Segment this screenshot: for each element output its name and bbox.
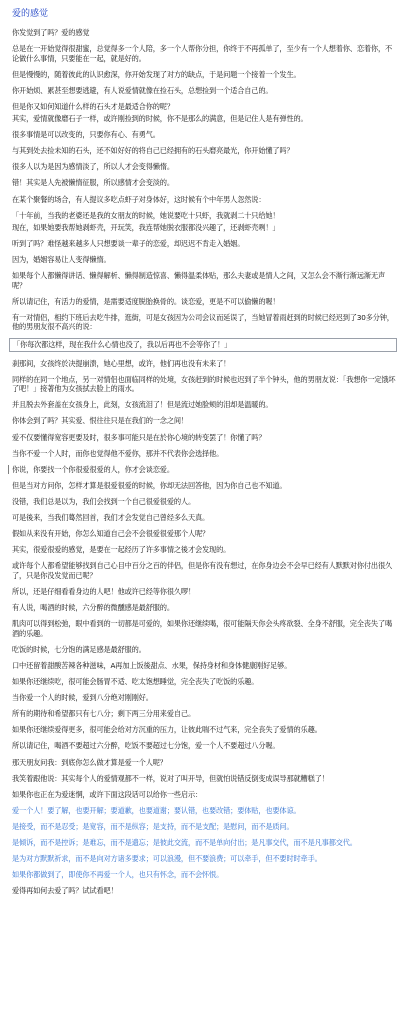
paragraph: 有人说，喝酒的时候，六分醉的微醺感是最舒服的。 <box>12 603 174 613</box>
paragraph: 或许每个人都希望能够找到自己心目中百分之百的伴侣，但是你有没有想过，在你身边会不会早已经有人默默对你付出很久了，只是你没发觉而已呢？ <box>12 561 393 580</box>
page-title: 爱的感觉 <box>12 9 49 19</box>
paragraph: 在某个聚餐的场合，有人提议多吃点虾子对身体好，这时候有个中年男人忽然说： <box>12 194 266 204</box>
paragraph: 所以，还是仔细看看身边的人吧！他或许已经等你很久啰！ <box>12 586 195 596</box>
paragraph: 爱不仅要懂得宽容更要及时，很多事可能只是在於你心境的转变罢了！你懂了吗？ <box>12 432 266 442</box>
paragraph: 那天朋友问我：到底你怎么做才算是爱一个人呢？ <box>12 757 167 767</box>
paragraph: 当你不爱一个人时，而你也觉得他不爱你，那并不代表你会选择他。 <box>12 448 224 458</box>
paragraph: 可是後来，当我们蓦然回首，我们才会发觉自己曾经多么天真。 <box>12 513 210 522</box>
paragraph: 与其到处去捡未知的石头，还不如好好的将自己已经拥有的石头磨亮最光，你开始懂了吗？ <box>12 146 294 156</box>
paragraph: 但是你又如何知道什么样的石头才是最适合你的呢？ <box>12 101 174 111</box>
paragraph: 刹那间，女孩终於决提崩溃，她心里想，或许，他们再也没有未来了！ <box>12 358 231 368</box>
paragraph: 总是在一开始觉得很甜蜜，总觉得多一个人陪，多一个人帮你分担，你终于不再孤单了，至少有一个人想着你、恋着你，不论做什么事情，只要能在一起，就是好的。 <box>12 44 393 63</box>
paragraph: 很多事情是可以改变的，只要你有心、有勇气。 <box>12 130 160 140</box>
paragraph: 所以请记住，有活力的爱情，是需要适度脱胎换骨的。谈恋爱，更是不可以偷懒的喔！ <box>12 296 280 306</box>
paragraph: 并且脱去外套盖在女孩身上，此刻，女孩流泪了！但是流过她脸颊的泪却是温暖的。 <box>12 400 273 410</box>
highlight-paragraph: 是接受，而不是忍受；是宽容，而不是纵容；是支持，而不是支配；是慰问，而不是质问。 <box>12 821 294 831</box>
highlight-paragraph: 是倾诉，而不是控诉；是难忘，而不是遗忘；是彼此交流，而不是单向付出；是凡事交代，而不是凡事都交代。 <box>12 837 357 847</box>
closing-paragraph: 爱得再如何去爱了吗？试试看吧！ <box>12 886 118 896</box>
quote-paragraph: 现在，如果她要我帮她剥虾壳，开玩笑，我连帮她脱衣服都没兴趣了，还剥虾壳咧！」 <box>12 222 280 232</box>
paragraph: 但是慢慢的，随着彼此的认识愈深，你开始发现了对方的缺点，于是问题一个接着一个发生。 <box>12 69 301 79</box>
paragraph: 其实，很爱很爱的感觉，是要在一起经历了许多事情之後才会发现的。 <box>12 545 231 555</box>
paragraph: 如果你还继续吃，很可能会肠胃不适、吃太饱想睡觉，完全丧失了吃饭的乐趣。 <box>12 677 259 687</box>
paragraph: 错！其实是人先被懒惰征服，所以感情才会变淡的。 <box>12 178 174 188</box>
paragraph: 但是当对方问你，怎样才算是很爱很爱的时候，你却无法回答他，因为你自己也不知道。 <box>12 480 287 490</box>
paragraph: 你发觉到了吗？爱的感觉 <box>12 28 90 37</box>
quote-paragraph: 「你每次都这样，现在我什么心情也没了，我以后再也不会等你了！」 <box>9 338 397 352</box>
highlight-paragraph: 是为对方默默祈求，而不是向对方诸多要求；可以浪漫，但不要浪费；可以牵手，但不要时时牵手。 <box>12 854 322 864</box>
paragraph: 同样的在同一个地点，另一对情侣也面临同样的处境，女孩赶到的时候也迟到了半个钟头，他的男朋友说：「我想你一定饿坏了吧！」接著他为女孩拭去脸上的雨水。 <box>12 374 396 394</box>
quote-paragraph: 「十年前，当我的老婆还是我的女朋友的时候，她说要吃十只虾，我就剥二十只给她！ <box>12 210 280 220</box>
highlight-paragraph: 如果你都做到了，即使你不再爱一个人，也只有怀念，而不会怀恨。 <box>12 870 224 880</box>
paragraph: 很多人以为是因为感情淡了，所以人才会变得懒惰。 <box>12 162 174 172</box>
paragraph: 当你爱一个人的时候，爱到八分绝对刚刚好。 <box>12 693 153 703</box>
paragraph: 如果你还继续爱得更多，很可能会给对方沉重的压力，让彼此喘不过气来，完全丧失了爱情的乐趣。 <box>12 725 322 735</box>
paragraph: 如果你也正在为爱迷惘，或许下面这段话可以给你一些启示： <box>12 789 203 799</box>
paragraph: 有一对情侣，相约下班后去吃牛排，逛街，可是女孩因为公司会议而延误了，当她冒着雨赶到的时候已经迟到了30多分钟，他的男朋友很不高兴的说： <box>12 312 394 332</box>
paragraph: 你说，你要找一个你很爱很爱的人，你才会谈恋爱。 <box>8 465 397 475</box>
paragraph: 假如从来没有开始，你怎么知道自己会不会很爱很爱那个人呢？ <box>12 529 210 539</box>
paragraph: 听到了吗？难怪越来越多人只想要谈一辈子的恋爱，却迟迟不肯走入婚姻。 <box>12 238 245 248</box>
paragraph: 口中还留着甜酸苦辣各种滋味，A再加上饭後甜点、水果，保持身材和身体健康刚好足够。 <box>12 660 292 670</box>
paragraph: 所以请记住，喝酒不要超过六分醉，吃饭不要超过七分饱，爱一个人不要超过八分喔。 <box>12 741 280 751</box>
paragraph: 没错，我们总是以为，我们会找到一个自己很爱很爱的人。 <box>12 496 195 506</box>
paragraph: 所有的期待和希望都只有七八分；剩下两三分用来爱自己。 <box>12 709 195 719</box>
paragraph: 吃饭的时候，七分饱的满足感是最舒服的。 <box>12 644 146 654</box>
paragraph: 肌肉可以得到松弛，眼中看到的一切都是可爱的，如果你还继续喝，很可能隔天你会头疼欲裂、全身不舒服，完全丧失了喝酒的乐趣。 <box>12 619 393 638</box>
paragraph: 你体会到了吗？其实爱、恨往往只是在我们的一念之间！ <box>12 416 188 426</box>
paragraph: 如果每个人都懒得讲话、懒得解析、懒得制造惊喜、懒得温柔体贴，那么夫妻或是情人之间，又怎么会不渐行渐远渐无声呢？ <box>12 271 385 290</box>
highlight-paragraph: 爱一个人！要了解，也要开解；要道歉，也要道谢；要认错，也要改错；要体贴，也要体谅。 <box>12 805 301 815</box>
paragraph: 我笑着跟他说：其实每个人的爱情观都不一样，说对了叫开导，但就怕说错反倒变成误导那就糟糕了！ <box>12 773 329 783</box>
paragraph: 因为，婚姻容易让人变得懒惰。 <box>12 254 111 264</box>
paragraph: 你开始烦、累甚至想要逃避，有人说爱情就像在捡石头，总想捡到一个适合自己的。 <box>12 85 273 95</box>
paragraph: 其实，爱情就像磨石子一样，或许刚捡到的时候，你不是那么的满意，但是记住人是有弹性的。 <box>12 114 308 124</box>
